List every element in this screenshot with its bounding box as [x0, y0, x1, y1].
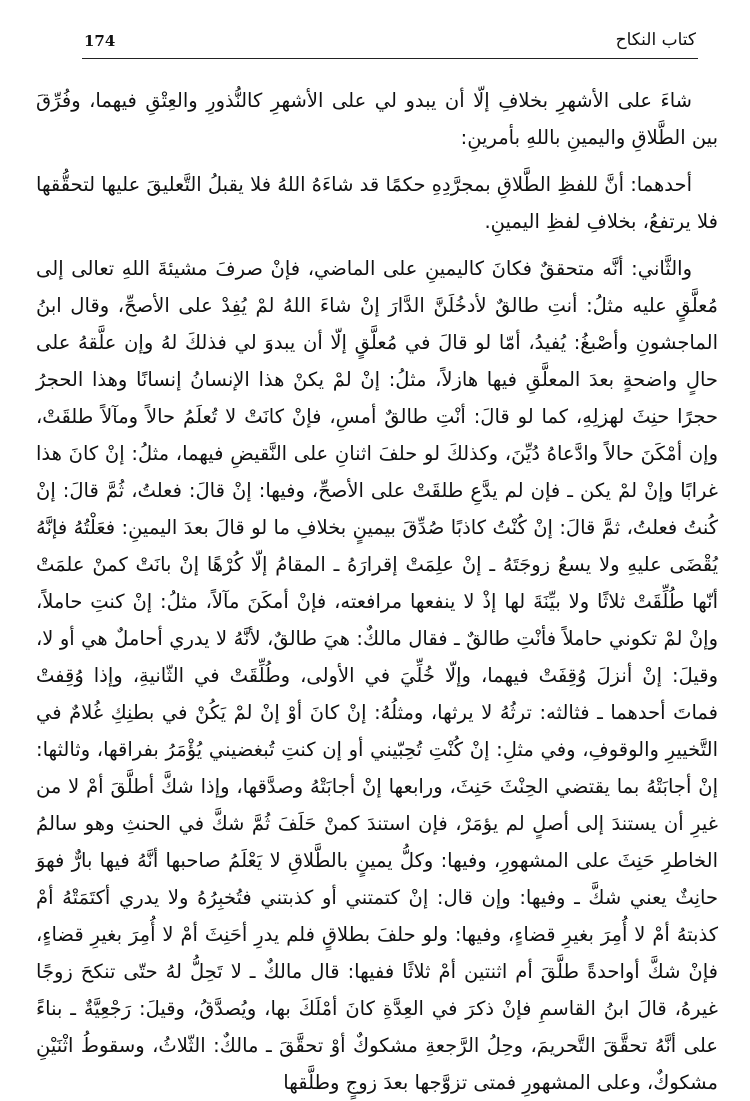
page-number: 174 — [84, 32, 116, 50]
paragraph: شاءَ على الأشهرِ بخلافِ إلّا أن يبدو لي على الأشهرِ كالنُّذورِ والعِتْقِ فيهما، وفُرِّقَ بين الطَّلاقِ واليمينِ باللهِ بأمرينِ: — [36, 89, 718, 149]
paragraph: أحدهما: أنَّ للفظِ الطَّلاقِ بمجرَّدِهِ حكمًا قد شاءَهُ اللهُ فلا يقبلُ التَّعليقَ عليها لتحقُّقها فلا يرتفعُ، بخلافِ لفظِ اليمينِ. — [36, 173, 718, 233]
running-title: كتاب النكاح — [615, 30, 696, 50]
page-header — [82, 30, 698, 59]
paragraph: والثَّاني: أنَّه متحققٌ فكانَ كاليمينِ على الماضي، فإنْ صرفَ مشيئةَ اللهِ تعالى إلى مُعلَّقٍ عليه مثلُ: أنتِ طالقٌ لأدخُلَنَّ الدَّارَ إنْ شاءَ اللهُ لمْ يُفِدْ على الأصحِّ، وقال ابنُ الماجشونِ وأصْبغُ: يُفيدُ، أمّا لو قالَ في مُعلَّقٍ إلّا أن يبدوَ لي فذلكَ لهُ وإن علَّقهُ على حالٍ واضحةٍ بعدَ المعلَّقِ فيها هازلاً، مثلُ: إنْ لمْ يكنْ هذا الإنسانُ إنسانًا وهذا الحجرُ حجرًا حنِثَ لهزلِهِ، كما لو قالَ: أنْتِ طالقٌ أمسِ، فإنْ كانَتْ لا تُعلَمُ حالاً ومآلاً طلقَتْ، وإن أمْكَنَ حالاً وادَّعاهُ دُيِّنَ، وكذلكَ لو حلفَ اثنانِ على النَّقيضِ فيهما، مثلُ: إنْ كانَ هذا غرابًا وإنْ لمْ يكن ـ فإن لم يدَّعِ طلقَتْ على الأصحِّ، وفيها: إنْ قالَ: فعلتُ، ثُمَّ قالَ: إنْ كُنتُ فعلتُ، ثمَّ قالَ: إنْ كُنْتُ كاذبًا صُدِّقَ بيمينٍ بخلافِ ما لو قالَ بعدَ اليمينِ: فعَلْتُهُ فإنَّهُ يُقْضَى عليهِ ولا يسعُ زوجَتَهُ ـ إنْ علِمَتْ إقرارَهُ ـ المقامُ إلّا كُرْهًا إنْ بانَتْ كمنْ علمَتْ أنّها طُلِّقَتْ ثلاثًا ولا بيِّنَةَ لها إذْ لا ينفعها مرافعته، فإنْ أمكَنَ مآلاً، مثلُ: إنْ كنتِ حاملاً، وإنْ لمْ تكوني حاملاً فأنْتِ طالقٌ ـ فقال مالكٌ: هيَ طالقٌ، لأنَّهُ لا يدري أحاملٌ هي أو لا، وقيلَ: إنْ أنزلَ وُقِفَتْ فيهما، وإلّا خُلِّيَ في الأولى، وطُلِّقَتْ في الثّانيةِ، وإذا وُقِفتْ فماتَ أحدهما ـ فثالثه: ترثُهُ لا يرثها، ومثلُهُ: إنْ كانَ أوْ إنْ لمْ يَكُنْ في بطنِكِ غُلامٌ في التَّخييرِ والوقوفِ، وفي مثلِ: إنْ كُنْتِ تُحِبّيني أو إن كنتِ تُبغضيني يُؤْمَرُ بفراقها، وثالثها: إنْ أجابَتْهُ بما يقتضي الحِنْثَ حَنِثَ، ورابعها إنْ أجابَتْهُ وصدَّقها، وإذا شكَّ أطلَّقَ أمْ لا من غيرِ أن يستندَ إلى أصلٍ لم يؤمَرْ، فإن استندَ كمنْ حَلَفَ ثُمَّ شكَّ في الحنثِ وهو سالمُ الخاطرِ حَنِثَ على المشهورِ، وفيها: وكلُّ يمينٍ بالطَّلاقِ لا يَعْلَمُ صاحبها أنَّهُ فيها بارٌّ فهوَ حانِثٌ يعني شكَّ ـ وفيها: وإن قال: إنْ كتمتني أو كذبتني فتُخبِرُهُ ولا يدري أكتَمَتْهُ أمْ كذبتهُ أمْ لا أُمِرَ بغيرِ قضاءٍ، وفيها: ولو حلفَ بطلاقٍ فلم يدرِ أحَنِثَ أمْ لا أُمِرَ بغيرِ قضاءٍ، فإنْ شكَّ أواحدةً طلَّقَ أم اثنتين أمْ ثلاثًا ففيها: قال مالكٌ ـ لا تَحِلُّ لهُ حتّى تنكحَ زوجًا غيرهُ، قالَ ابنُ القاسمِ فإنْ ذكرَ في العِدَّةِ كانَ أمْلَكَ بها، ويُصدَّقُ، وقيلَ: رَجْعِيَّةٌ ـ بناءً على أنَّهُ تحقَّقَ التَّحريمَ، وحِلُ الرَّجعةِ مشكوكٌ أوْ تحقَّقَ ـ مالكٌ: الثّلاثُ، وسقوطُ اثْنَيْنِ مشكوكٌ، وعلى المشهورِ فمتى تزوَّجها بعدَ زوجٍ وطلَّقها — [36, 257, 718, 1094]
body-text — [36, 82, 718, 1101]
